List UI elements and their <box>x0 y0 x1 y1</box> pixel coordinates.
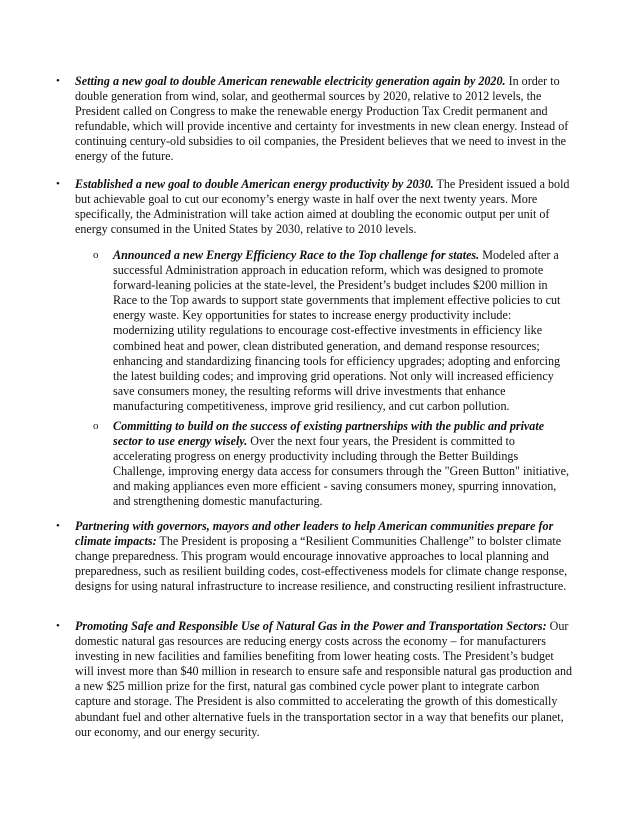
bullet-lead: Partnering with governors, mayors and other leaders to help American communities prepare for climate impacts: <box>75 519 554 549</box>
bullet-text <box>75 519 573 594</box>
bullet-body: The President is proposing a “Resilient Communities Challenge” to bolster climate change preparedness. This program would encourage innovative approaches to local planning and preparedness, such as resilient building codes, cost-effectiveness models for climate change response, designs for using natural infrastructure to increase resilience, and constructing resilient infrastructure. <box>75 534 568 594</box>
sub-bullet-text <box>113 248 573 414</box>
bullet-lead: Promoting Safe and Responsible Use of Natural Gas in the Power and Transportation Sectors: <box>75 619 547 633</box>
bullet-lead: Established a new goal to double American energy productivity by 2030. <box>75 177 434 191</box>
bullet-text <box>75 619 573 740</box>
bullet-marker: • <box>56 178 60 190</box>
bullet-text <box>75 177 573 237</box>
bullet-marker: • <box>56 620 60 632</box>
sub-bullet-text <box>113 419 573 510</box>
sub-bullet-lead: Committing to build on the success of existing partnerships with the public and private sector to use energy wisely. <box>113 419 545 449</box>
bullet-body: The President issued a bold but achievable goal to cut our economy’s energy waste in half over the next twenty years. More specifically, the Administration will take action aimed at doubling the economic output per unit of energy consumed in the United States by 2030, relative to 2010 levels. <box>75 177 570 237</box>
sub-bullet-marker: o <box>93 249 99 261</box>
bullet-lead: Setting a new goal to double American renewable electricity generation again by 2020. <box>75 74 506 88</box>
bullet-text <box>75 74 573 165</box>
sub-bullet-body: Modeled after a successful Administration approach in education reform, which was designed to promote forward-leaning policies at the state-level, the President’s budget includes $200 million in Race to the Top awards to support state governments that implement effective policies to cut energy waste. Key opportunities for states to increase energy productivity include: modernizing utility regulations to encourage cost-effective investments in efficiency like combined heat and power, clean distributed generation, and demand response resources; enhancing and standardizing financing tools for efficiency upgrades; adopting and enforcing the latest building codes; and improving grid operations. Not only will increased efficiency save consumers money, the resulting reforms will drive investments that enhance manufacturing competitiveness, improve grid resiliency, and cut carbon pollution. <box>113 248 561 413</box>
sub-bullet-lead: Announced a new Energy Efficiency Race to the Top challenge for states. <box>113 248 480 262</box>
bullet-body: In order to double generation from wind, solar, and geothermal sources by 2020, relative to 2012 levels, the President called on Congress to make the renewable energy Production Tax Credit permanent and refundable, which will provide incentive and certainty for investments in new clean energy. Instead of continuing century-old subsidies to oil companies, the President believes that we need to invest in the energy of the future. <box>75 74 569 164</box>
bullet-marker: • <box>56 75 60 87</box>
sub-bullet-marker: o <box>93 420 99 432</box>
bullet-marker: • <box>56 520 60 532</box>
bullet-body: Our domestic natural gas resources are reducing energy costs across the economy – for manufacturers investing in new facilities and families benefiting from lower heating costs. The President’s budget will invest more than $40 million in research to ensure safe and responsible natural gas production and a new $25 million prize for the first, natural gas combined cycle power plant to integrate carbon capture and storage. The President is also committed to accelerating the growth of this domestically abundant fuel and other alternative fuels in the transportation sector in a way that benefits our planet, our economy, and our energy security. <box>75 619 573 739</box>
sub-bullet-body: Over the next four years, the President is committed to accelerating progress on energy productivity including through the Better Buildings Challenge, improving energy data access for consumers through the "Green Button" initiative, and making appliances even more efficient - saving consumers money, spurring innovation, and strengthening domestic manufacturing. <box>113 434 569 509</box>
